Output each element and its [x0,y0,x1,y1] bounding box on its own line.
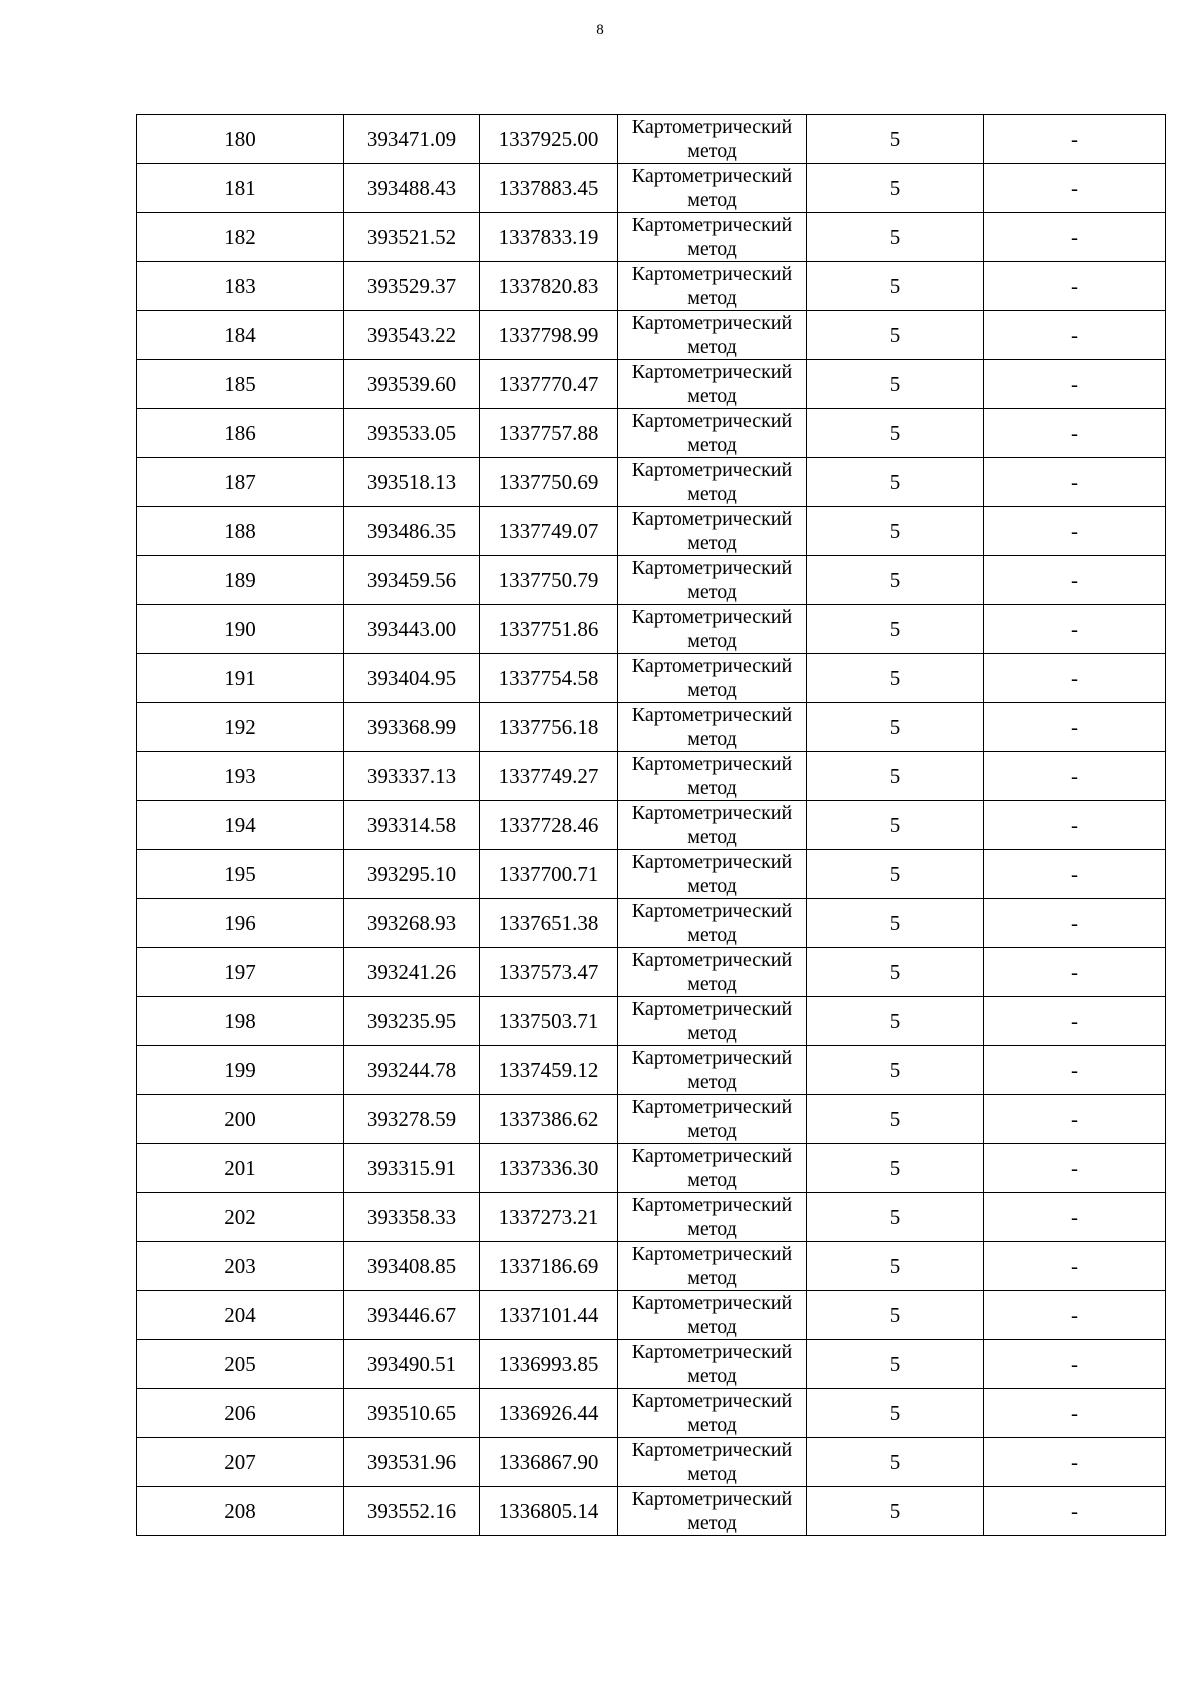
y-coordinate-cell: 1337459.12 [480,1046,618,1095]
note-cell: - [984,556,1166,605]
note-cell: - [984,458,1166,507]
method-label-line1: Картометрический [631,1194,793,1216]
x-coordinate-cell: 393490.51 [344,1340,480,1389]
method-label-line1: Картометрический [631,312,793,334]
method-label-line2: метод [687,630,737,652]
table-row [137,1389,1166,1438]
y-coordinate-cell: 1337820.83 [480,262,618,311]
y-coordinate-cell: 1337336.30 [480,1144,618,1193]
y-coordinate-cell: 1337754.58 [480,654,618,703]
method-label-line2: метод [687,385,737,407]
point-number-cell: 201 [137,1144,344,1193]
accuracy-cell: 5 [807,605,984,654]
method-cell [618,948,807,997]
y-coordinate-cell: 1337756.18 [480,703,618,752]
method-label-line1: Картометрический [631,998,793,1020]
method-cell [618,801,807,850]
accuracy-cell: 5 [807,948,984,997]
point-number-cell: 188 [137,507,344,556]
y-coordinate-cell: 1337749.27 [480,752,618,801]
y-coordinate-cell: 1337186.69 [480,1242,618,1291]
point-number-cell: 187 [137,458,344,507]
note-cell: - [984,311,1166,360]
note-cell: - [984,213,1166,262]
method-cell [618,458,807,507]
accuracy-cell: 5 [807,507,984,556]
method-cell [618,1487,807,1536]
method-label-line1: Картометрический [631,1341,793,1363]
note-cell: - [984,703,1166,752]
accuracy-cell: 5 [807,1389,984,1438]
x-coordinate-cell: 393531.96 [344,1438,480,1487]
accuracy-cell: 5 [807,654,984,703]
method-cell [618,1389,807,1438]
y-coordinate-cell: 1337751.86 [480,605,618,654]
y-coordinate-cell: 1337503.71 [480,997,618,1046]
table-row [137,997,1166,1046]
note-cell: - [984,997,1166,1046]
coordinates-table [136,114,1166,1536]
method-cell [618,115,807,164]
y-coordinate-cell: 1337749.07 [480,507,618,556]
accuracy-cell: 5 [807,1438,984,1487]
note-cell: - [984,1242,1166,1291]
note-cell: - [984,1144,1166,1193]
y-coordinate-cell: 1337925.00 [480,115,618,164]
table-row [137,164,1166,213]
method-cell [618,1340,807,1389]
y-coordinate-cell: 1337273.21 [480,1193,618,1242]
note-cell: - [984,899,1166,948]
accuracy-cell: 5 [807,703,984,752]
x-coordinate-cell: 393241.26 [344,948,480,997]
table-row [137,1291,1166,1340]
table-row [137,115,1166,164]
method-label-line2: метод [687,777,737,799]
method-cell [618,1438,807,1487]
method-label-line2: метод [687,1218,737,1240]
method-label-line2: метод [687,434,737,456]
point-number-cell: 192 [137,703,344,752]
method-label-line1: Картометрический [631,263,793,285]
method-label-line1: Картометрический [631,165,793,187]
method-label-line2: метод [687,532,737,554]
method-cell [618,262,807,311]
point-number-cell: 184 [137,311,344,360]
table-row [137,1340,1166,1389]
method-label-line2: метод [687,140,737,162]
point-number-cell: 199 [137,1046,344,1095]
table-row [137,899,1166,948]
y-coordinate-cell: 1337386.62 [480,1095,618,1144]
method-label-line2: метод [687,1512,737,1534]
method-label-line2: метод [687,1120,737,1142]
x-coordinate-cell: 393404.95 [344,654,480,703]
x-coordinate-cell: 393443.00 [344,605,480,654]
method-label-line1: Картометрический [631,557,793,579]
y-coordinate-cell: 1337573.47 [480,948,618,997]
x-coordinate-cell: 393471.09 [344,115,480,164]
note-cell: - [984,801,1166,850]
y-coordinate-cell: 1336867.90 [480,1438,618,1487]
note-cell: - [984,115,1166,164]
accuracy-cell: 5 [807,164,984,213]
accuracy-cell: 5 [807,752,984,801]
method-label-line1: Картометрический [631,802,793,824]
method-label-line1: Картометрический [631,1145,793,1167]
method-cell [618,360,807,409]
coordinates-table-body [137,115,1166,1536]
method-cell [618,1291,807,1340]
point-number-cell: 196 [137,899,344,948]
note-cell: - [984,850,1166,899]
method-label-line1: Картометрический [631,851,793,873]
method-label-line2: метод [687,1267,737,1289]
accuracy-cell: 5 [807,458,984,507]
accuracy-cell: 5 [807,213,984,262]
point-number-cell: 180 [137,115,344,164]
point-number-cell: 190 [137,605,344,654]
note-cell: - [984,1095,1166,1144]
method-cell [618,409,807,458]
method-label-line1: Картометрический [631,1390,793,1412]
method-label-line1: Картометрический [631,410,793,432]
method-label-line2: метод [687,1316,737,1338]
y-coordinate-cell: 1337750.79 [480,556,618,605]
note-cell: - [984,1193,1166,1242]
table-row [137,703,1166,752]
method-label-line1: Картометрический [631,1047,793,1069]
method-cell [618,1242,807,1291]
point-number-cell: 203 [137,1242,344,1291]
accuracy-cell: 5 [807,1144,984,1193]
method-label-line2: метод [687,973,737,995]
point-number-cell: 191 [137,654,344,703]
method-cell [618,850,807,899]
accuracy-cell: 5 [807,409,984,458]
x-coordinate-cell: 393446.67 [344,1291,480,1340]
y-coordinate-cell: 1337750.69 [480,458,618,507]
method-label-line2: метод [687,189,737,211]
x-coordinate-cell: 393539.60 [344,360,480,409]
method-cell [618,1144,807,1193]
method-label-line1: Картометрический [631,1439,793,1461]
point-number-cell: 186 [137,409,344,458]
method-label-line2: метод [687,826,737,848]
x-coordinate-cell: 393337.13 [344,752,480,801]
method-cell [618,899,807,948]
method-label-line1: Картометрический [631,606,793,628]
table-row [137,1046,1166,1095]
note-cell: - [984,605,1166,654]
method-label-line2: метод [687,1169,737,1191]
point-number-cell: 205 [137,1340,344,1389]
x-coordinate-cell: 393295.10 [344,850,480,899]
table-row [137,556,1166,605]
method-label-line2: метод [687,924,737,946]
note-cell: - [984,262,1166,311]
note-cell: - [984,409,1166,458]
accuracy-cell: 5 [807,997,984,1046]
note-cell: - [984,1438,1166,1487]
table-row [137,1438,1166,1487]
table-row [137,311,1166,360]
table-row [137,654,1166,703]
point-number-cell: 189 [137,556,344,605]
method-label-line2: метод [687,336,737,358]
method-cell [618,1046,807,1095]
x-coordinate-cell: 393278.59 [344,1095,480,1144]
table-row [137,752,1166,801]
method-cell [618,213,807,262]
accuracy-cell: 5 [807,1193,984,1242]
point-number-cell: 198 [137,997,344,1046]
method-label-line1: Картометрический [631,508,793,530]
method-label-line2: метод [687,1022,737,1044]
point-number-cell: 204 [137,1291,344,1340]
x-coordinate-cell: 393368.99 [344,703,480,752]
method-label-line2: метод [687,1463,737,1485]
x-coordinate-cell: 393235.95 [344,997,480,1046]
note-cell: - [984,1389,1166,1438]
point-number-cell: 197 [137,948,344,997]
method-label-line1: Картометрический [631,753,793,775]
point-number-cell: 183 [137,262,344,311]
table-row [137,507,1166,556]
x-coordinate-cell: 393518.13 [344,458,480,507]
method-cell [618,752,807,801]
note-cell: - [984,164,1166,213]
table-row [137,850,1166,899]
y-coordinate-cell: 1337101.44 [480,1291,618,1340]
method-label-line1: Картометрический [631,1292,793,1314]
method-label-line2: метод [687,287,737,309]
note-cell: - [984,507,1166,556]
x-coordinate-cell: 393459.56 [344,556,480,605]
x-coordinate-cell: 393486.35 [344,507,480,556]
y-coordinate-cell: 1337700.71 [480,850,618,899]
x-coordinate-cell: 393521.52 [344,213,480,262]
method-cell [618,311,807,360]
point-number-cell: 181 [137,164,344,213]
method-label-line1: Картометрический [631,655,793,677]
x-coordinate-cell: 393488.43 [344,164,480,213]
method-label-line1: Картометрический [631,214,793,236]
method-label-line1: Картометрический [631,361,793,383]
y-coordinate-cell: 1336926.44 [480,1389,618,1438]
point-number-cell: 195 [137,850,344,899]
page-number: 8 [596,22,604,38]
note-cell: - [984,948,1166,997]
method-cell [618,605,807,654]
method-label-line2: метод [687,1071,737,1093]
method-label-line2: метод [687,875,737,897]
method-cell [618,654,807,703]
x-coordinate-cell: 393543.22 [344,311,480,360]
accuracy-cell: 5 [807,899,984,948]
table-row [137,1193,1166,1242]
accuracy-cell: 5 [807,1095,984,1144]
note-cell: - [984,1487,1166,1536]
note-cell: - [984,654,1166,703]
method-label-line2: метод [687,483,737,505]
table-row [137,605,1166,654]
accuracy-cell: 5 [807,1340,984,1389]
x-coordinate-cell: 393529.37 [344,262,480,311]
accuracy-cell: 5 [807,115,984,164]
method-label-line2: метод [687,238,737,260]
method-cell [618,1095,807,1144]
accuracy-cell: 5 [807,1242,984,1291]
method-label-line1: Картометрический [631,1096,793,1118]
method-label-line1: Картометрический [631,900,793,922]
method-cell [618,1193,807,1242]
accuracy-cell: 5 [807,262,984,311]
y-coordinate-cell: 1337770.47 [480,360,618,409]
accuracy-cell: 5 [807,801,984,850]
method-cell [618,164,807,213]
method-cell [618,997,807,1046]
x-coordinate-cell: 393533.05 [344,409,480,458]
accuracy-cell: 5 [807,311,984,360]
method-cell [618,507,807,556]
method-label-line2: метод [687,1365,737,1387]
table-row [137,1487,1166,1536]
note-cell: - [984,360,1166,409]
point-number-cell: 208 [137,1487,344,1536]
method-label-line1: Картометрический [631,116,793,138]
y-coordinate-cell: 1337798.99 [480,311,618,360]
point-number-cell: 207 [137,1438,344,1487]
method-label-line1: Картометрический [631,1243,793,1265]
accuracy-cell: 5 [807,850,984,899]
point-number-cell: 206 [137,1389,344,1438]
method-label-line2: метод [687,728,737,750]
method-label-line1: Картометрический [631,459,793,481]
point-number-cell: 202 [137,1193,344,1242]
table-row [137,1144,1166,1193]
note-cell: - [984,1291,1166,1340]
table-row [137,458,1166,507]
table-row [137,1095,1166,1144]
point-number-cell: 193 [137,752,344,801]
method-label-line1: Картометрический [631,704,793,726]
point-number-cell: 185 [137,360,344,409]
table-row [137,409,1166,458]
point-number-cell: 194 [137,801,344,850]
note-cell: - [984,752,1166,801]
method-label-line2: метод [687,1414,737,1436]
point-number-cell: 200 [137,1095,344,1144]
table-row [137,360,1166,409]
table-row [137,262,1166,311]
x-coordinate-cell: 393408.85 [344,1242,480,1291]
method-label-line1: Картометрический [631,1488,793,1510]
note-cell: - [984,1046,1166,1095]
table-row [137,948,1166,997]
accuracy-cell: 5 [807,1046,984,1095]
x-coordinate-cell: 393268.93 [344,899,480,948]
y-coordinate-cell: 1336805.14 [480,1487,618,1536]
method-label-line2: метод [687,679,737,701]
table-row [137,801,1166,850]
method-cell [618,556,807,605]
x-coordinate-cell: 393315.91 [344,1144,480,1193]
x-coordinate-cell: 393244.78 [344,1046,480,1095]
y-coordinate-cell: 1336993.85 [480,1340,618,1389]
accuracy-cell: 5 [807,360,984,409]
accuracy-cell: 5 [807,1291,984,1340]
method-label-line1: Картометрический [631,949,793,971]
accuracy-cell: 5 [807,556,984,605]
y-coordinate-cell: 1337883.45 [480,164,618,213]
table-row [137,213,1166,262]
method-label-line2: метод [687,581,737,603]
x-coordinate-cell: 393314.58 [344,801,480,850]
y-coordinate-cell: 1337728.46 [480,801,618,850]
point-number-cell: 182 [137,213,344,262]
y-coordinate-cell: 1337757.88 [480,409,618,458]
x-coordinate-cell: 393510.65 [344,1389,480,1438]
x-coordinate-cell: 393552.16 [344,1487,480,1536]
y-coordinate-cell: 1337833.19 [480,213,618,262]
note-cell: - [984,1340,1166,1389]
x-coordinate-cell: 393358.33 [344,1193,480,1242]
table-row [137,1242,1166,1291]
method-cell [618,703,807,752]
accuracy-cell: 5 [807,1487,984,1536]
y-coordinate-cell: 1337651.38 [480,899,618,948]
